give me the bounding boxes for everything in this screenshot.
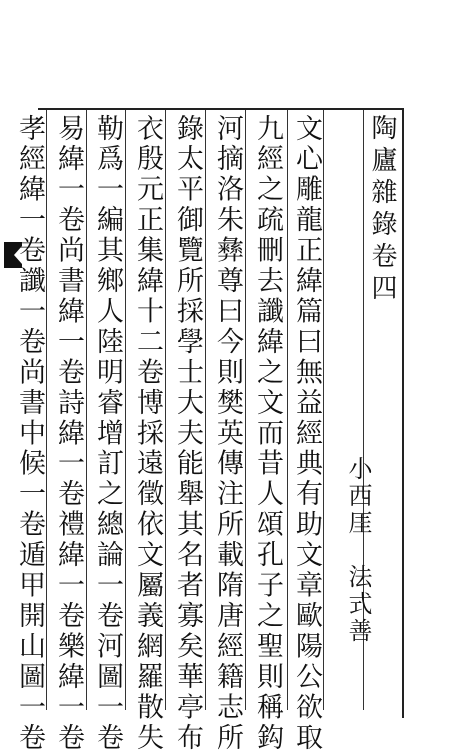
text-column: 勒爲一編其鄉人陸明睿增訂之總論一卷河圖一卷 xyxy=(92,114,123,753)
column-rule xyxy=(323,110,324,710)
text-column: 易緯一卷尚書緯一卷詩緯一卷禮緯一卷樂緯一卷 xyxy=(53,114,84,753)
frame-top-border xyxy=(38,108,402,110)
column-rule xyxy=(245,110,246,710)
column-rule xyxy=(205,110,206,710)
column-rule xyxy=(125,110,126,710)
text-column: 河摘洛朱彝尊曰今則樊英傳注所載隋唐經籍志所 xyxy=(212,114,243,753)
frame-right-border xyxy=(402,108,404,718)
author-line: 小西厓 法式善 xyxy=(344,456,372,645)
volume-title: 陶廬雜錄卷四 xyxy=(367,114,397,306)
column-rule xyxy=(86,110,87,710)
text-column: 錄太平御覽所採學士大夫能舉其名者寡矣華亭布 xyxy=(172,114,203,753)
column-rule xyxy=(46,110,47,710)
column-rule xyxy=(165,110,166,710)
text-column: 衣殷元正集緯十二卷博採遠徵依文屬義網羅散失 xyxy=(132,114,163,753)
text-column: 孝經緯一卷讖一卷尚書中候一卷遁甲開山圖一卷 xyxy=(14,114,45,753)
text-column: 文心雕龍正緯篇曰無益經典有助文章歐陽公欲取 xyxy=(291,114,322,753)
column-rule xyxy=(287,110,288,710)
text-column: 九經之疏刪去讖緯之文而昔人頌孔子之聖則稱鈎 xyxy=(252,114,283,753)
